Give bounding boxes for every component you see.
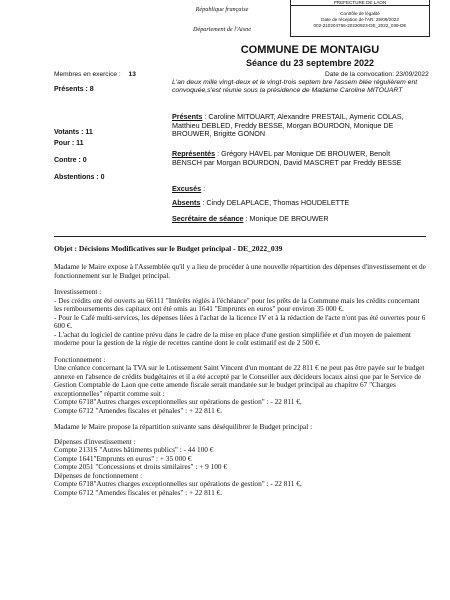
stamp-line: Contrôle de légalité bbox=[340, 11, 380, 16]
body-paragraph: - Pour le Café multi-services, les dépenses liées à l'achat de la licence IV et à la rédaction de l'acte n'ont pas été ouvertes pour 6 600 €. bbox=[54, 312, 426, 330]
absents-label: Absents bbox=[172, 198, 201, 207]
seance-date: Séance du 23 septembre 2022 bbox=[245, 58, 375, 68]
votants-count: Votants : 11 bbox=[54, 129, 93, 136]
presents-label: Présents bbox=[172, 112, 203, 121]
body-paragraph: Compte 6718"Autres charges exceptionnelles sur opérations de gestion" : - 22 811 €, bbox=[54, 479, 302, 488]
excuses-names: : bbox=[203, 184, 206, 193]
convocation-date: Date de la convocation: 23/09/2022 bbox=[325, 71, 429, 78]
department-label: Département de l'Aisne bbox=[192, 26, 252, 33]
absents-list bbox=[172, 199, 422, 208]
stamp-line: 002-210204756-20220923-DE_2022_039-DE bbox=[313, 23, 407, 29]
secretaire-line bbox=[172, 215, 422, 224]
deliberation-body bbox=[54, 263, 426, 497]
body-paragraph: Une créance concernant la TVA sur le Lotissement Saint Vincent d'un montant de 22 811 € ne peut pas être payée sur le budget annexe en l'absence de crédits budgétaires et il a été accepté par le Conseiller aux décideurs locaux ainsi que par le Service de Gestion Comptable de Laon que cette amende fiscale serait mandatée sur le budget principal au chapitre 67 "Charges exceptionnelles" répartit comme suit : bbox=[54, 363, 425, 398]
body-paragraph: Compte 1641"Emprunts en euros" : + 35 000 € bbox=[54, 453, 192, 463]
representes-list bbox=[172, 150, 422, 167]
body-paragraph: Dépenses de fonctionnement : bbox=[54, 470, 143, 480]
excuses-list bbox=[172, 185, 422, 194]
prefecture-stamp bbox=[290, 0, 430, 37]
pour-count: Pour : 11 bbox=[54, 140, 84, 147]
republic-label: République française bbox=[195, 6, 249, 13]
representes-names: : Grégory HAVEL par Monique DE BROUWER, Benoît BENSCH par Morgan BOURDON, David MASCRET par Freddy BESSE bbox=[172, 149, 402, 167]
membres-value: 13 bbox=[128, 71, 136, 78]
contre-count: Contre : 0 bbox=[54, 157, 87, 164]
secretaire-label: Secrétaire de séance bbox=[172, 214, 244, 223]
presents-names: : Caroline MITOUART, Alexandre PRESTAIL, Aymeric COLAS, Matthieu DEBLED, Freddy BESSE, Morgan BOURDON, Monique DE BROUWER, Brigitte GONON bbox=[172, 112, 404, 139]
commune-title: COMMUNE DE MONTAIGU bbox=[240, 44, 380, 56]
stamp-title: PREFECTURE DE LAON bbox=[291, 0, 429, 6]
intro-text: L'an deux mille vingt-deux et le vingt-trois septem bre l'assem blée régulièrem ent convoquée,s'est réunie sous la présidence de Madame Caroline MITOUART bbox=[172, 79, 418, 94]
body-paragraph: Investissement : bbox=[54, 287, 102, 296]
body-paragraph: Compte 6712 "Amendes fiscales et pénales" : + 22 811 €. bbox=[54, 487, 223, 497]
section-divider bbox=[54, 236, 426, 237]
body-paragraph: - L'achat du logiciel de cantine prévu dans le cadre de la mise en place d'une gestion simplifiée et d'un moyen de paiement moderne pour la gestion de la régie de recettes cantine dont le coût estimatif est de 2 500 €. bbox=[54, 329, 411, 347]
body-paragraph: Compte 2051 "Concessions et droits similaires" : + 9 100 € bbox=[54, 462, 228, 471]
membres-en-exercice bbox=[54, 71, 136, 78]
absents-names: : Cindy DELAPLACE, Thomas HOUDELETTE bbox=[202, 198, 350, 207]
body-paragraph: - Des crédits ont été ouverts au 66111 "Intérêts réglés à l'échéance" pour les prêts de la Commune mais les crédits concernant les remboursements des capitaux ont été omis au 1641 "Emprunts en euros" pour environ 35 000 €. bbox=[54, 295, 420, 313]
representes-label: Représentés bbox=[172, 149, 216, 158]
presents-list bbox=[172, 113, 422, 139]
excuses-label: Excusés bbox=[172, 184, 202, 193]
presents-count: Présents : 8 bbox=[54, 86, 94, 93]
abstentions-count: Abstentions : 0 bbox=[54, 174, 105, 181]
body-paragraph: Compte 2131S "Autres bâtiments publics" : - 44 100 € bbox=[54, 445, 214, 454]
body-paragraph: Compte 6718"Autres charges exceptionnelles sur opérations de gestion" : - 22 811 €, bbox=[54, 397, 302, 406]
body-paragraph: Compte 6712 "Amendes fiscales et pénales" : + 22 811 €. bbox=[54, 405, 223, 415]
secretaire-name: : Monique DE BROUWER bbox=[245, 214, 329, 223]
stamp-line: Date de réception de l'AR: 29/09/2022 bbox=[321, 17, 399, 23]
body-paragraph: Madame le Maire expose à l'Assemblée qu'il y a lieu de procéder à une nouvelle répartition des dépenses d'investissement et de fonctionnement sur le Budget principal. bbox=[54, 262, 426, 280]
membres-label: Membres en exercice : bbox=[54, 71, 121, 78]
body-paragraph: Fonctionnement : bbox=[54, 354, 106, 364]
body-paragraph: Madame le Maire propose la répartition suivante sans déséquilibrer le Budget principal : bbox=[54, 422, 313, 431]
body-paragraph: Dépenses d'investissement : bbox=[54, 436, 136, 446]
objet-heading: Objet : Décisions Modificatives sur le Budget principal - DE_2022_039 bbox=[54, 244, 283, 253]
